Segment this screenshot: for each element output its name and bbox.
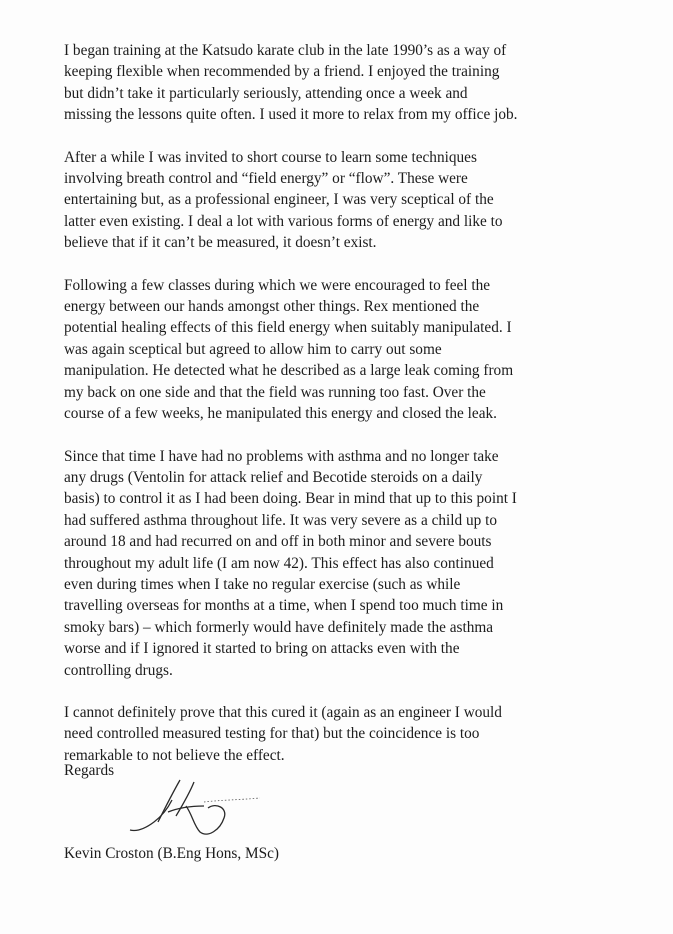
text-line: was again sceptical but agreed to allow him to carry out some [64, 340, 442, 358]
text-line: Since that time I have had no problems with asthma and no longer take [64, 447, 499, 465]
text-line: believe that if it can’t be measured, it doesn’t exist. [64, 234, 377, 252]
letter-paragraph [64, 40, 624, 126]
text-line: basis) to control it as I had been doing. Bear in mind that up to this point I [64, 490, 517, 508]
letter-body [64, 40, 624, 787]
text-line: entertaining but, as a professional engineer, I was very sceptical of the [64, 191, 494, 209]
letter-paragraph [64, 275, 624, 425]
handwritten-signature [120, 772, 270, 842]
text-line: smoky bars) – which formerly would have definitely made the asthma [64, 618, 494, 636]
text-line: energy between our hands amongst other things. Rex mentioned the [64, 298, 480, 316]
text-line: my back on one side and that the field was running too fast. Over the [64, 383, 486, 401]
text-line: controlling drugs. [64, 661, 173, 679]
text-line: involving breath control and “field energy” or “flow”. These were [64, 170, 468, 188]
text-line: had suffered asthma throughout life. It was very severe as a child up to [64, 511, 497, 529]
text-line: latter even existing. I deal a lot with various forms of energy and like to [64, 212, 503, 230]
text-line: remarkable to not believe the effect. [64, 746, 285, 764]
letter-paragraph [64, 702, 624, 766]
text-line: Following a few classes during which we were encouraged to feel the [64, 276, 491, 294]
text-line: After a while I was invited to short course to learn some techniques [64, 148, 477, 166]
signer-name: Kevin Croston (B.Eng Hons, MSc) [64, 845, 280, 862]
text-line: even during times when I take no regular exercise (such as while [64, 575, 461, 593]
text-line: any drugs (Ventolin for attack relief and Becotide steroids on a daily [64, 468, 483, 486]
text-line: need controlled measured testing for that) but the coincidence is too [64, 725, 480, 743]
text-line: course of a few weeks, he manipulated this energy and closed the leak. [64, 405, 497, 423]
text-line: I cannot definitely prove that this cured it (again as an engineer I would [64, 703, 502, 721]
letter-paragraph [64, 147, 624, 254]
text-line: throughout my adult life (I am now 42). This effect has also continued [64, 554, 494, 572]
text-line: travelling overseas for months at a time, when I spend too much time in [64, 597, 504, 615]
closing-salutation: Regards [64, 762, 115, 779]
text-line: around 18 and had recurred on and off in both minor and severe bouts [64, 533, 492, 551]
letter-paragraph [64, 446, 624, 681]
text-line: potential healing effects of this field energy when suitably manipulated. I [64, 319, 512, 337]
text-line: manipulation. He detected what he described as a large leak coming from [64, 362, 514, 380]
text-line: missing the lessons quite often. I used it more to relax from my office job. [64, 106, 518, 124]
text-line: worse and if I ignored it started to bring on attacks even with the [64, 640, 460, 658]
text-line: keeping flexible when recommended by a friend. I enjoyed the training [64, 63, 500, 81]
text-line: but didn’t take it particularly seriously, attending once a week and [64, 84, 468, 102]
text-line: I began training at the Katsudo karate club in the late 1990’s as a way of [64, 42, 507, 59]
